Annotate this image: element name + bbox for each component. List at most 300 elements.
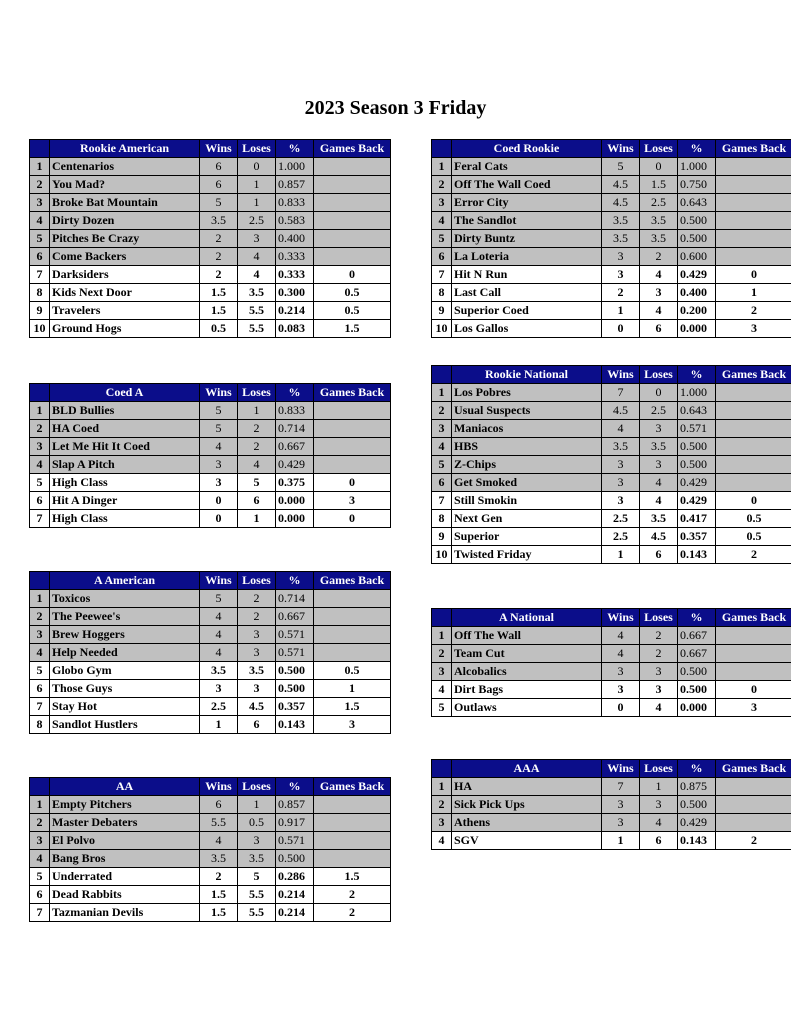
team-name: Let Me Hit It Coed	[50, 438, 200, 456]
team-name: Dead Rabbits	[50, 886, 200, 904]
games-back-cell	[314, 420, 391, 438]
wins-cell: 5	[200, 402, 238, 420]
pct-cell: 0.833	[276, 194, 314, 212]
pct-cell: 0.357	[276, 698, 314, 716]
loses-cell: 5.5	[238, 320, 276, 338]
wins-cell: 3	[602, 663, 640, 681]
loses-cell: 3.5	[640, 438, 678, 456]
loses-cell: 3.5	[238, 662, 276, 680]
loses-cell: 2	[238, 438, 276, 456]
games-back-cell: 0.5	[716, 528, 791, 546]
header-games-back: Games Back	[314, 572, 391, 590]
division-name: A National	[452, 609, 602, 627]
wins-cell: 3	[602, 266, 640, 284]
team-name: HA	[452, 778, 602, 796]
games-back-cell	[716, 248, 791, 266]
rank-cell: 3	[432, 194, 452, 212]
pct-cell: 0.000	[678, 320, 716, 338]
table-row	[30, 626, 391, 644]
division-name: Rookie American	[50, 140, 200, 158]
rank-cell: 3	[432, 814, 452, 832]
table-row	[432, 699, 791, 717]
loses-cell: 1	[238, 194, 276, 212]
rank-cell: 4	[30, 644, 50, 662]
games-back-cell: 0	[716, 266, 791, 284]
pct-cell: 0.857	[276, 796, 314, 814]
loses-cell: 3	[640, 420, 678, 438]
loses-cell: 2	[640, 248, 678, 266]
wins-cell: 3	[602, 681, 640, 699]
games-back-cell: 0	[314, 266, 391, 284]
header-rank-cell	[30, 384, 50, 402]
table-row	[30, 474, 391, 492]
pct-cell: 0.667	[678, 645, 716, 663]
pct-cell: 0.750	[678, 176, 716, 194]
table-header-row	[432, 760, 791, 778]
table-row	[30, 456, 391, 474]
team-name: Dirty Buntz	[452, 230, 602, 248]
pct-cell: 0.333	[276, 248, 314, 266]
rank-cell: 4	[432, 438, 452, 456]
rank-cell: 4	[432, 681, 452, 699]
team-name: Error City	[452, 194, 602, 212]
pct-cell: 1.000	[276, 158, 314, 176]
games-back-cell	[716, 474, 791, 492]
table-row	[30, 662, 391, 680]
pct-cell: 0.714	[276, 420, 314, 438]
wins-cell: 5	[602, 158, 640, 176]
pct-cell: 0.643	[678, 402, 716, 420]
wins-cell: 6	[200, 176, 238, 194]
table-row	[30, 814, 391, 832]
rank-cell: 1	[30, 402, 50, 420]
table-row	[432, 681, 791, 699]
pct-cell: 0.357	[678, 528, 716, 546]
table-row	[30, 302, 391, 320]
header-games-back: Games Back	[314, 778, 391, 796]
team-name: Superior Coed	[452, 302, 602, 320]
table-row	[432, 176, 791, 194]
header-wins: Wins	[200, 140, 238, 158]
header-loses: Loses	[640, 609, 678, 627]
pct-cell: 0.417	[678, 510, 716, 528]
team-name: Ground Hogs	[50, 320, 200, 338]
wins-cell: 2.5	[602, 510, 640, 528]
games-back-cell	[716, 230, 791, 248]
games-back-cell: 3	[716, 320, 791, 338]
team-name: Superior	[452, 528, 602, 546]
pct-cell: 0.286	[276, 868, 314, 886]
standings-table-a-american	[29, 571, 391, 734]
loses-cell: 0.5	[238, 814, 276, 832]
team-name: El Polvo	[50, 832, 200, 850]
rank-cell: 2	[432, 176, 452, 194]
games-back-cell	[314, 456, 391, 474]
table-row	[30, 608, 391, 626]
team-name: Hit A Dinger	[50, 492, 200, 510]
games-back-cell	[716, 420, 791, 438]
team-name: Those Guys	[50, 680, 200, 698]
pct-cell: 0.667	[276, 438, 314, 456]
wins-cell: 1	[200, 716, 238, 734]
header-pct: %	[678, 366, 716, 384]
table-row	[30, 248, 391, 266]
table-header-row	[30, 778, 391, 796]
table-row	[30, 886, 391, 904]
loses-cell: 3	[640, 663, 678, 681]
rank-cell: 1	[432, 384, 452, 402]
team-name: Broke Bat Mountain	[50, 194, 200, 212]
rank-cell: 7	[30, 510, 50, 528]
loses-cell: 2	[238, 608, 276, 626]
loses-cell: 1	[640, 778, 678, 796]
loses-cell: 1.5	[640, 176, 678, 194]
team-name: Next Gen	[452, 510, 602, 528]
header-pct: %	[276, 572, 314, 590]
table-row	[432, 510, 791, 528]
pct-cell: 0.429	[678, 492, 716, 510]
wins-cell: 4	[200, 438, 238, 456]
wins-cell: 1	[602, 832, 640, 850]
loses-cell: 4	[640, 699, 678, 717]
games-back-cell	[716, 456, 791, 474]
team-name: Hit N Run	[452, 266, 602, 284]
standings-table-rookie-american	[29, 139, 391, 338]
wins-cell: 4	[200, 644, 238, 662]
pct-cell: 1.000	[678, 158, 716, 176]
team-name: Darksiders	[50, 266, 200, 284]
games-back-cell	[314, 158, 391, 176]
table-row	[432, 266, 791, 284]
header-wins: Wins	[602, 760, 640, 778]
games-back-cell	[314, 644, 391, 662]
wins-cell: 0	[200, 510, 238, 528]
header-wins: Wins	[602, 140, 640, 158]
rank-cell: 3	[432, 663, 452, 681]
rank-cell: 3	[432, 420, 452, 438]
pct-cell: 0.300	[276, 284, 314, 302]
table-row	[432, 492, 791, 510]
loses-cell: 0	[640, 158, 678, 176]
wins-cell: 0	[200, 492, 238, 510]
loses-cell: 4	[640, 492, 678, 510]
pct-cell: 0.429	[276, 456, 314, 474]
pct-cell: 0.833	[276, 402, 314, 420]
pct-cell: 0.000	[678, 699, 716, 717]
wins-cell: 2	[200, 248, 238, 266]
rank-cell: 8	[432, 284, 452, 302]
rank-cell: 4	[432, 832, 452, 850]
table-row	[30, 904, 391, 922]
header-wins: Wins	[602, 366, 640, 384]
loses-cell: 0	[238, 158, 276, 176]
rank-cell: 4	[30, 850, 50, 868]
wins-cell: 6	[200, 158, 238, 176]
rank-cell: 1	[30, 796, 50, 814]
loses-cell: 3	[640, 681, 678, 699]
loses-cell: 5	[238, 474, 276, 492]
standings-table-a-national	[431, 608, 791, 717]
pct-cell: 0.500	[678, 230, 716, 248]
division-name: Coed A	[50, 384, 200, 402]
header-loses: Loses	[640, 140, 678, 158]
team-name: Off The Wall Coed	[452, 176, 602, 194]
pct-cell: 0.400	[678, 284, 716, 302]
table-row	[432, 456, 791, 474]
loses-cell: 1	[238, 510, 276, 528]
table-row	[30, 420, 391, 438]
table-row	[30, 438, 391, 456]
loses-cell: 5.5	[238, 886, 276, 904]
table-row	[30, 850, 391, 868]
pct-cell: 0.857	[276, 176, 314, 194]
table-row	[432, 474, 791, 492]
loses-cell: 2	[640, 645, 678, 663]
team-name: Off The Wall	[452, 627, 602, 645]
rank-cell: 2	[432, 402, 452, 420]
table-row	[432, 158, 791, 176]
games-back-cell: 1.5	[314, 320, 391, 338]
header-rank-cell	[432, 140, 452, 158]
loses-cell: 3	[238, 832, 276, 850]
pct-cell: 0.429	[678, 814, 716, 832]
wins-cell: 3.5	[602, 212, 640, 230]
pct-cell: 0.571	[276, 644, 314, 662]
rank-cell: 2	[30, 814, 50, 832]
header-loses: Loses	[238, 140, 276, 158]
wins-cell: 1.5	[200, 886, 238, 904]
loses-cell: 4.5	[238, 698, 276, 716]
table-row	[30, 158, 391, 176]
rank-cell: 3	[30, 194, 50, 212]
games-back-cell: 0.5	[716, 510, 791, 528]
team-name: High Class	[50, 510, 200, 528]
loses-cell: 6	[640, 546, 678, 564]
wins-cell: 3	[602, 248, 640, 266]
table-row	[30, 796, 391, 814]
table-row	[432, 796, 791, 814]
loses-cell: 4	[640, 814, 678, 832]
pct-cell: 0.571	[678, 420, 716, 438]
team-name: Help Needed	[50, 644, 200, 662]
rank-cell: 4	[30, 456, 50, 474]
team-name: Sandlot Hustlers	[50, 716, 200, 734]
team-name: Come Backers	[50, 248, 200, 266]
games-back-cell	[716, 402, 791, 420]
games-back-cell	[716, 384, 791, 402]
pct-cell: 0.429	[678, 266, 716, 284]
pct-cell: 0.583	[276, 212, 314, 230]
header-loses: Loses	[238, 572, 276, 590]
wins-cell: 3	[602, 456, 640, 474]
wins-cell: 1	[602, 302, 640, 320]
loses-cell: 4	[640, 302, 678, 320]
team-name: Underrated	[50, 868, 200, 886]
table-row	[30, 868, 391, 886]
games-back-cell: 0	[314, 474, 391, 492]
rank-cell: 4	[432, 212, 452, 230]
rank-cell: 7	[432, 492, 452, 510]
pct-cell: 0.429	[678, 474, 716, 492]
team-name: Bang Bros	[50, 850, 200, 868]
team-name: Centenarios	[50, 158, 200, 176]
games-back-cell: 0.5	[314, 284, 391, 302]
rank-cell: 3	[30, 626, 50, 644]
loses-cell: 3	[238, 644, 276, 662]
wins-cell: 5.5	[200, 814, 238, 832]
header-rank-cell	[432, 760, 452, 778]
table-row	[432, 814, 791, 832]
wins-cell: 2	[200, 266, 238, 284]
wins-cell: 3.5	[200, 662, 238, 680]
wins-cell: 2	[200, 868, 238, 886]
games-back-cell: 0	[716, 492, 791, 510]
pct-cell: 0.875	[678, 778, 716, 796]
rank-cell: 5	[30, 662, 50, 680]
games-back-cell: 1.5	[314, 868, 391, 886]
rank-cell: 4	[30, 212, 50, 230]
rank-cell: 1	[432, 627, 452, 645]
rank-cell: 10	[30, 320, 50, 338]
wins-cell: 3.5	[602, 438, 640, 456]
team-name: Dirty Dozen	[50, 212, 200, 230]
wins-cell: 4.5	[602, 194, 640, 212]
wins-cell: 3	[602, 796, 640, 814]
table-row	[432, 302, 791, 320]
header-rank-cell	[432, 366, 452, 384]
games-back-cell	[716, 663, 791, 681]
games-back-cell	[314, 608, 391, 626]
team-name: Master Debaters	[50, 814, 200, 832]
division-name: AAA	[452, 760, 602, 778]
wins-cell: 1.5	[200, 284, 238, 302]
pct-cell: 0.500	[678, 438, 716, 456]
table-row	[30, 194, 391, 212]
wins-cell: 5	[200, 420, 238, 438]
pct-cell: 0.143	[276, 716, 314, 734]
wins-cell: 0	[602, 699, 640, 717]
wins-cell: 3	[602, 814, 640, 832]
games-back-cell	[314, 814, 391, 832]
header-pct: %	[678, 760, 716, 778]
table-row	[30, 492, 391, 510]
header-pct: %	[276, 140, 314, 158]
rank-cell: 2	[432, 645, 452, 663]
team-name: HBS	[452, 438, 602, 456]
header-wins: Wins	[602, 609, 640, 627]
team-name: Slap A Pitch	[50, 456, 200, 474]
table-header-row	[432, 366, 791, 384]
games-back-cell: 0.5	[314, 302, 391, 320]
table-header-row	[30, 572, 391, 590]
wins-cell: 0	[602, 320, 640, 338]
wins-cell: 3.5	[200, 212, 238, 230]
table-row	[30, 230, 391, 248]
header-games-back: Games Back	[716, 140, 791, 158]
wins-cell: 1	[602, 546, 640, 564]
header-loses: Loses	[238, 384, 276, 402]
games-back-cell: 3	[314, 716, 391, 734]
rank-cell: 10	[432, 320, 452, 338]
pct-cell: 0.200	[678, 302, 716, 320]
table-header-row	[30, 140, 391, 158]
rank-cell: 6	[30, 680, 50, 698]
header-games-back: Games Back	[716, 366, 791, 384]
games-back-cell	[716, 194, 791, 212]
wins-cell: 4	[200, 608, 238, 626]
pct-cell: 0.571	[276, 626, 314, 644]
rank-cell: 7	[30, 904, 50, 922]
standings-table-coed-a	[29, 383, 391, 528]
loses-cell: 3	[238, 626, 276, 644]
loses-cell: 5	[238, 868, 276, 886]
header-loses: Loses	[238, 778, 276, 796]
rank-cell: 6	[30, 248, 50, 266]
team-name: Brew Hoggers	[50, 626, 200, 644]
table-row	[30, 680, 391, 698]
rank-cell: 6	[432, 248, 452, 266]
rank-cell: 2	[30, 608, 50, 626]
loses-cell: 4	[640, 266, 678, 284]
games-back-cell	[314, 626, 391, 644]
table-row	[432, 384, 791, 402]
team-name: Team Cut	[452, 645, 602, 663]
games-back-cell	[314, 438, 391, 456]
team-name: Stay Hot	[50, 698, 200, 716]
wins-cell: 4	[200, 626, 238, 644]
rank-cell: 6	[30, 492, 50, 510]
games-back-cell: 2	[314, 886, 391, 904]
rank-cell: 2	[432, 796, 452, 814]
header-games-back: Games Back	[314, 384, 391, 402]
team-name: Usual Suspects	[452, 402, 602, 420]
header-rank-cell	[30, 572, 50, 590]
pct-cell: 0.714	[276, 590, 314, 608]
team-name: SGV	[452, 832, 602, 850]
games-back-cell: 1	[314, 680, 391, 698]
wins-cell: 4.5	[602, 402, 640, 420]
table-row	[30, 320, 391, 338]
header-games-back: Games Back	[716, 760, 791, 778]
table-row	[30, 212, 391, 230]
games-back-cell	[716, 796, 791, 814]
wins-cell: 7	[602, 384, 640, 402]
games-back-cell	[314, 194, 391, 212]
team-name: Last Call	[452, 284, 602, 302]
loses-cell: 6	[238, 716, 276, 734]
loses-cell: 3.5	[640, 212, 678, 230]
rank-cell: 5	[432, 230, 452, 248]
loses-cell: 2	[238, 420, 276, 438]
rank-cell: 7	[432, 266, 452, 284]
team-name: Los Gallos	[452, 320, 602, 338]
pct-cell: 0.500	[276, 662, 314, 680]
wins-cell: 7	[602, 778, 640, 796]
team-name: Empty Pitchers	[50, 796, 200, 814]
games-back-cell: 2	[314, 904, 391, 922]
rank-cell: 9	[432, 302, 452, 320]
table-row	[30, 716, 391, 734]
team-name: Kids Next Door	[50, 284, 200, 302]
table-row	[432, 663, 791, 681]
wins-cell: 6	[200, 796, 238, 814]
header-games-back: Games Back	[314, 140, 391, 158]
loses-cell: 3.5	[640, 230, 678, 248]
table-row	[432, 420, 791, 438]
loses-cell: 3	[640, 456, 678, 474]
games-back-cell	[314, 832, 391, 850]
loses-cell: 3	[238, 680, 276, 698]
